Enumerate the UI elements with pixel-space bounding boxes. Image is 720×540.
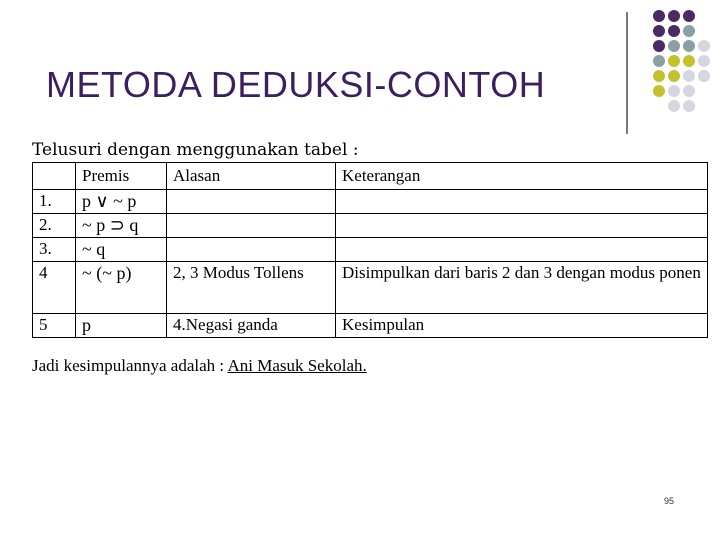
decoration-dot — [683, 85, 695, 97]
table-row — [33, 238, 708, 262]
header-no — [33, 163, 76, 190]
row-keterangan — [336, 190, 708, 214]
row-premis: ~ (~ p) — [76, 262, 167, 314]
header-premis: Premis — [76, 163, 167, 190]
decoration-dot — [668, 10, 680, 22]
decoration-dot — [683, 100, 695, 112]
decoration-dot — [653, 40, 665, 52]
row-number: 4 — [33, 262, 76, 314]
row-alasan — [167, 190, 336, 214]
table-row — [33, 314, 708, 338]
page-number: 95 — [664, 496, 675, 506]
dot-grid-decoration — [638, 10, 718, 122]
header-keterangan: Keterangan — [336, 163, 708, 190]
decoration-dot — [683, 70, 695, 82]
decoration-dot — [653, 55, 665, 67]
decoration-dot — [698, 55, 710, 67]
intro-text: Telusuri dengan menggunakan tabel : — [32, 140, 359, 160]
row-keterangan: Kesimpulan — [336, 314, 708, 338]
decoration-dot — [698, 40, 710, 52]
decoration-dot — [653, 10, 665, 22]
table-bottom-crop — [32, 350, 708, 354]
table-row — [33, 190, 708, 214]
decoration-dot — [698, 70, 710, 82]
decoration-dot — [683, 55, 695, 67]
row-premis: p — [76, 314, 167, 338]
conclusion-prefix: Jadi kesimpulannya adalah : — [32, 356, 228, 375]
row-alasan: 2, 3 Modus Tollens — [167, 262, 336, 314]
table-header-row — [33, 163, 708, 190]
decoration-dot — [668, 40, 680, 52]
table-row — [33, 214, 708, 238]
row-premis: p ∨ ~ p — [76, 190, 167, 214]
decoration-dot — [653, 70, 665, 82]
decoration-dot — [653, 85, 665, 97]
decoration-dot — [683, 25, 695, 37]
row-alasan — [167, 214, 336, 238]
decoration-dot — [668, 25, 680, 37]
conclusion-answer: Ani Masuk Sekolah. — [227, 356, 367, 375]
decoration-dot — [668, 85, 680, 97]
decoration-dot — [683, 40, 695, 52]
row-number: 3. — [33, 238, 76, 262]
decoration-dot — [668, 70, 680, 82]
row-alasan: 4.Negasi ganda — [167, 314, 336, 338]
row-number: 5 — [33, 314, 76, 338]
decoration-dot — [653, 25, 665, 37]
conclusion-line — [32, 356, 367, 376]
row-premis: ~ q — [76, 238, 167, 262]
row-premis: ~ p ⊃ q — [76, 214, 167, 238]
row-alasan — [167, 238, 336, 262]
row-keterangan — [336, 238, 708, 262]
title-divider — [626, 12, 628, 134]
table-row — [33, 262, 708, 314]
decoration-dot — [683, 10, 695, 22]
decoration-dot — [668, 100, 680, 112]
header-alasan: Alasan — [167, 163, 336, 190]
deduction-table — [32, 162, 708, 338]
row-keterangan: Disimpulkan dari baris 2 dan 3 dengan modus ponen — [336, 262, 708, 314]
slide-title: METODA DEDUKSI-CONTOH — [46, 64, 546, 105]
row-number: 2. — [33, 214, 76, 238]
row-keterangan — [336, 214, 708, 238]
decoration-dot — [668, 55, 680, 67]
row-number: 1. — [33, 190, 76, 214]
